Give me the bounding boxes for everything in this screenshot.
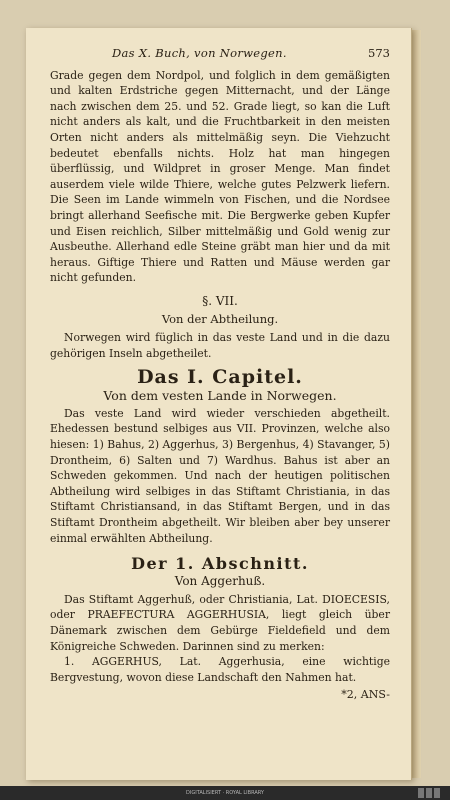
page-content bbox=[50, 46, 390, 703]
section-subheading: Von der Abtheilung. bbox=[161, 311, 279, 326]
section-heading: §. VII. bbox=[202, 293, 238, 308]
viewer-footer bbox=[0, 786, 450, 800]
paragraph-3: Das veste Land wird wieder verschieden abgetheilt. Ehedessen bestund selbiges aus VII. Provinzen, welche also hiesen: 1) Bahus, 2) Aggerhus, 3) Bergenhus, 4) Stavanger, 5) Drontheim, 6) Salten und 7) Wardhus. Bahus ist aber an Schweden gekommen. Und nach der heutigen politischen Abtheilung wird selbiges in das Stiftamt Christiania, in das Stiftamt Christiansand, in das Stiftamt Bergen, und in das Stiftamt Drontheim abgetheilt. Wir bleiben aber bey unserer einmal erwählten Abtheilung. bbox=[50, 406, 390, 545]
chapter-heading: Das I. Capitel. bbox=[137, 366, 303, 389]
abschnitt-heading: Der 1. Abschnitt. bbox=[131, 554, 309, 574]
abschnitt-subheading: Von Aggerhuß. bbox=[174, 574, 266, 589]
paragraph-4: Das Stiftamt Aggerhuß, oder Christiania, Lat. DIOECESIS, oder PRAEFECTURA AGGERHUSIA, liegt gleich über Dänemark zwischen dem Gebürge Fieldefield und dem Königreiche Schweden. Darinnen sind zu merken: bbox=[50, 592, 390, 653]
page-edge bbox=[411, 30, 421, 778]
paragraph-5: 1. AGGERHUS, Lat. Aggerhusia, eine wichtige Bergvestung, wovon diese Landschaft den Nahmen hat. bbox=[50, 655, 390, 684]
paragraph-2: Norwegen wird füglich in das veste Land und in die dazu gehörigen Inseln abgetheilet. bbox=[50, 331, 390, 360]
catchword: *2, ANS- bbox=[341, 688, 390, 702]
chapter-subheading: Von dem vesten Lande in Norwegen. bbox=[103, 388, 337, 404]
book-page bbox=[26, 28, 412, 780]
page-header bbox=[50, 46, 390, 62]
paragraph-1: Grade gegen dem Nordpol, und folglich in dem gemäßigten und kalten Erdstriche gegen Mitternacht, und der Länge nach zwischen dem 25. und 52. Grade liegt, so kan die Luft nicht anders als kalt, und die Fruchtbarkeit in den meisten Orten nicht anders als mittelmäßig seyn. Die Viehzucht bedeutet ebenfalls nichts. Holz hat man hingegen überflüssig, und Wildpret in groser Menge. Man findet auserdem viele wilde Thiere, welche gutes Pelzwerk liefern. Die Seen im Lande wimmeln von Fischen, und die Nordsee bringt allerhand Seefische mit. Die Bergwerke geben Kupfer und Eisen reichlich, Silber mittelmäßig und Gold wenig zur Ausbeuthe. Allerhand edle Steine gräbt man hier und da mit heraus. Giftige Thiere und Ratten und Mäuse werden gar nicht gefunden. bbox=[50, 68, 390, 285]
running-title: Das X. Buch, von Norwegen. bbox=[112, 46, 287, 60]
footer-text: DIGITALISIERT · ROYAL LIBRARY bbox=[186, 790, 264, 796]
page-number: 573 bbox=[368, 46, 390, 60]
library-logo-icon bbox=[418, 788, 442, 798]
